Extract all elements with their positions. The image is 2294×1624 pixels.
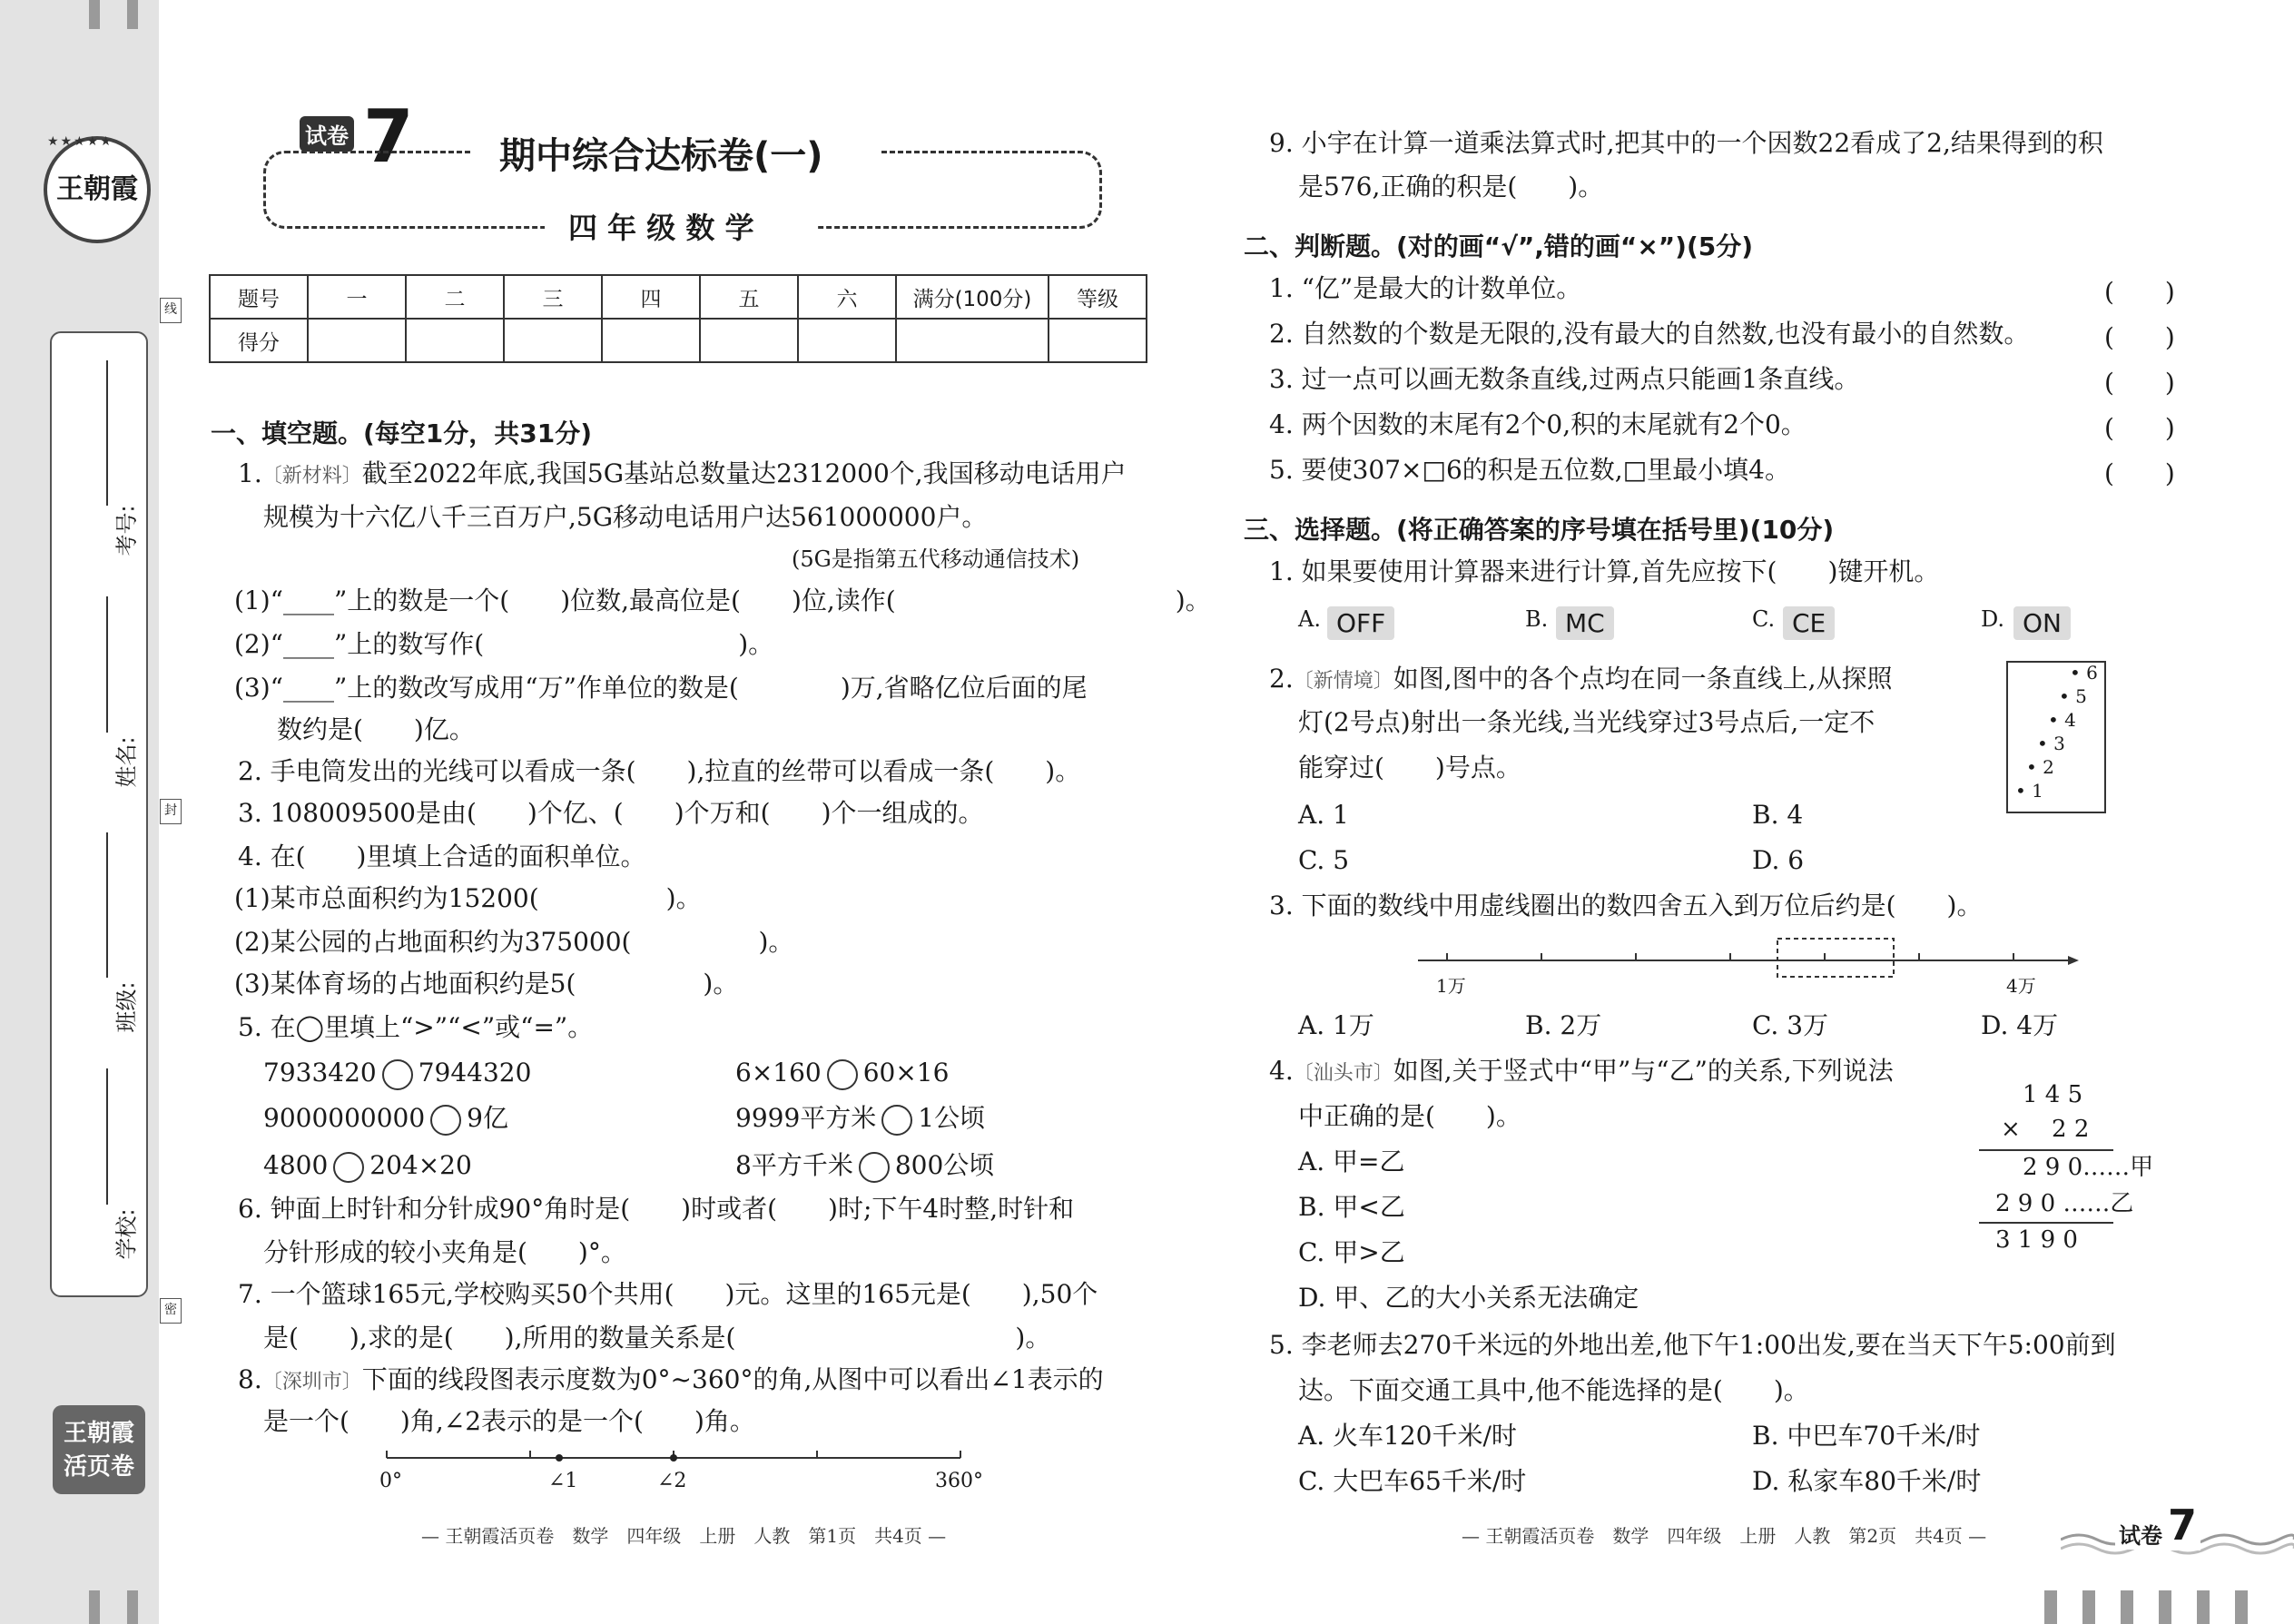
exam-number-line[interactable] xyxy=(106,360,108,506)
angle1-point xyxy=(556,1454,563,1462)
q1-3a: (3)“____”上的数改写成用“万”作单位的数是( )万,省略亿位后面的尾 xyxy=(234,673,1088,703)
diagram-label-360: 360° xyxy=(935,1470,983,1492)
q4-1: (1)某市总面积约为15200( )。 xyxy=(234,883,702,913)
q6a: 6. 钟面上时针和分针成90°角时是( )时或者( )时;下午4时整,时针和 xyxy=(238,1194,1075,1224)
score-table xyxy=(209,274,1147,363)
score-cell[interactable] xyxy=(798,319,896,362)
q6b: 分针形成的较小夹角是( )°。 xyxy=(263,1237,626,1267)
class-label: 班级: xyxy=(113,981,140,1033)
dashed-highlight-box xyxy=(1777,939,1894,977)
diagram-label-0: 0° xyxy=(379,1470,402,1492)
q1-1: (1)“____”上的数是一个( )位数,最高位是( )位,读作( )。 xyxy=(234,586,1211,615)
q8a-line: 8.〔深圳市〕下面的线段图表示度数为0°~360°的角,从图中可以看出∠1表示的 xyxy=(238,1364,1104,1394)
judge-5: 5. 要使307×□6的积是五位数,□里最小填4。 xyxy=(1269,455,1790,485)
judge-3: 3. 过一点可以画无数条直线,过两点只能画1条直线。 xyxy=(1269,364,1860,394)
seal-secret: 密 xyxy=(160,1298,182,1324)
judge-answer-2[interactable]: ( ) xyxy=(2104,322,2175,352)
score-cell[interactable] xyxy=(504,319,602,362)
vert-row-2: × 2 2 xyxy=(2001,1116,2090,1143)
mc-button-label: MC xyxy=(1556,606,1614,640)
compare-circle[interactable] xyxy=(859,1152,890,1183)
point-3: • 3 xyxy=(2037,733,2065,754)
score-cell[interactable] xyxy=(406,319,504,362)
number-line-label-1w: 1万 xyxy=(1436,975,1466,997)
ce-button-label: CE xyxy=(1783,606,1835,640)
score-header: 满分(100分) xyxy=(896,275,1049,319)
q4: 4. 在( )里填上合适的面积单位。 xyxy=(238,842,646,871)
judge-4: 4. 两个因数的末尾有2个0,积的末尾就有2个0。 xyxy=(1269,409,1807,439)
q1-line1-text: 截至2022年底,我国5G基站总数量达2312000个,我国移动电话用户 xyxy=(361,458,1127,488)
q1-line2: 规模为十六亿八千三百万户,5G移动电话用户达561000000户。 xyxy=(263,502,988,532)
q8-tag: 〔深圳市〕 xyxy=(261,1371,362,1393)
angle2-point xyxy=(670,1454,677,1462)
bottom-brand-logo xyxy=(53,1405,145,1494)
q5-item: 9000000000 9亿 xyxy=(263,1102,508,1136)
q1-note: (5G是指第五代移动通信技术) xyxy=(792,546,1080,572)
c5a: 5. 李老师去270千米远的外地出差,他下午1:00出发,要在当天下午5:00前到 xyxy=(1269,1330,2116,1360)
compare-circle[interactable] xyxy=(430,1105,461,1136)
page-subtitle: 四 年 级 数 学 xyxy=(568,211,754,245)
judge-2: 2. 自然数的个数是无限的,没有最大的自然数,也没有最小的自然数。 xyxy=(1269,319,2030,349)
judge-answer-5[interactable]: ( ) xyxy=(2104,458,2175,488)
c4-opt-b: B. 甲<乙 xyxy=(1298,1192,1405,1222)
seal-line: 线 xyxy=(160,298,182,323)
score-row-label: 得分 xyxy=(210,319,308,362)
c5b: 达。下面交通工具中,他不能选择的是( )。 xyxy=(1298,1375,1809,1405)
c2-tag: 〔新情境〕 xyxy=(1293,670,1393,693)
number-line xyxy=(1413,935,2084,980)
class-line[interactable] xyxy=(106,832,108,978)
c3-opt-c: C. 3万 xyxy=(1752,1010,1829,1040)
c3-opt-d: D. 4万 xyxy=(1981,1010,2059,1040)
point-1: • 1 xyxy=(2015,780,2043,802)
bottom-bar xyxy=(2159,1590,2171,1624)
judge-answer-3[interactable]: ( ) xyxy=(2104,368,2175,398)
diagram-label-angle1: ∠1 xyxy=(548,1470,578,1492)
c4a-text: 如图,关于竖式中“甲”与“乙”的关系,下列说法 xyxy=(1393,1056,1894,1086)
q5-item: 4800 204×20 xyxy=(263,1149,472,1183)
c3-opt-b: B. 2万 xyxy=(1525,1010,1602,1040)
score-table-header-row xyxy=(210,275,1147,319)
c5-opt-a: A. 火车120千米/时 xyxy=(1298,1421,1517,1451)
compare-circle[interactable] xyxy=(827,1059,858,1090)
score-header: 五 xyxy=(700,275,798,319)
q1-2: (2)“____”上的数写作( )。 xyxy=(234,629,774,659)
score-header: 等级 xyxy=(1049,275,1147,319)
c2c: 能穿过( )号点。 xyxy=(1298,753,1521,782)
c4b: 中正确的是( )。 xyxy=(1298,1101,1521,1131)
point-4: • 4 xyxy=(2048,709,2076,731)
c2a-line: 2.〔新情境〕如图,图中的各个点均在同一条直线上,从探照 xyxy=(1269,664,1893,694)
vert-row-4: 2 9 0 ……乙 xyxy=(1995,1190,2134,1217)
brand-logo xyxy=(44,136,151,243)
school-line[interactable] xyxy=(106,1068,108,1205)
q5-item: 7933420 7944320 xyxy=(263,1057,531,1090)
c5-opt-d: D. 私家车80千米/时 xyxy=(1752,1466,1982,1496)
name-label: 姓名: xyxy=(113,736,140,788)
q9a: 9. 小宇在计算一道乘法算式时,把其中的一个因数22看成了2,结果得到的积 xyxy=(1269,128,2103,158)
q1-line1: 1.〔新材料〕截至2022年底,我国5G基站总数量达2312000个,我国移动电话用户 xyxy=(238,458,1127,488)
name-line[interactable] xyxy=(106,596,108,733)
c2-opt-a: A. 1 xyxy=(1298,800,1349,830)
q5-item: 8平方千米 800公顷 xyxy=(735,1149,994,1183)
c1-opt-d-letter: D. xyxy=(1981,606,2005,632)
c4a-line: 4.〔汕头市〕如图,关于竖式中“甲”与“乙”的关系,下列说法 xyxy=(1269,1056,1894,1086)
bottom-bar xyxy=(2121,1590,2133,1624)
q8a-text: 下面的线段图表示度数为0°~360°的角,从图中可以看出∠1表示的 xyxy=(361,1364,1104,1394)
judge-answer-4[interactable]: ( ) xyxy=(2104,413,2175,443)
c5-opt-b: B. 中巴车70千米/时 xyxy=(1752,1421,1981,1451)
bottom-bar xyxy=(2044,1590,2057,1624)
judge-1: 1. “亿”是最大的计数单位。 xyxy=(1269,273,1582,303)
score-cell[interactable] xyxy=(1049,319,1147,362)
q5-item: 9999平方米 1公顷 xyxy=(735,1102,985,1136)
q4-3: (3)某体育场的占地面积约是5( )。 xyxy=(234,969,739,999)
exam-number: 7 xyxy=(363,94,414,179)
point-6: • 6 xyxy=(2070,662,2098,684)
school-label: 学校: xyxy=(113,1208,140,1260)
q8b: 是一个( )角,∠2表示的是一个( )角。 xyxy=(263,1406,755,1436)
exam-badge: 试卷 xyxy=(300,116,354,152)
score-header: 一 xyxy=(308,275,406,319)
off-button-label: OFF xyxy=(1327,606,1394,640)
vert-row-3: 2 9 0……甲 xyxy=(2023,1154,2154,1181)
section-judge: 二、判断题。(对的画“√”,错的画“×”)(5分) xyxy=(1244,231,1754,261)
c1-opt-b-letter: B. xyxy=(1525,606,1549,632)
page-title: 期中综合达标卷(一) xyxy=(499,135,823,177)
bottom-bar xyxy=(2235,1590,2248,1624)
q1-3b: 数约是( )亿。 xyxy=(277,714,475,744)
score-cell[interactable] xyxy=(896,319,1049,362)
bottom-bar xyxy=(2197,1590,2210,1624)
c3: 3. 下面的数线中用虚线圈出的数四舍五入到万位后约是( )。 xyxy=(1269,891,1983,920)
c4-opt-d: D. 甲、乙的大小关系无法确定 xyxy=(1298,1283,1639,1313)
left-footer: — 王朝霞活页卷 数学 四年级 上册 人教 第1页 共4页 — xyxy=(421,1525,947,1547)
score-header: 题号 xyxy=(210,275,308,319)
compare-circle[interactable] xyxy=(382,1059,413,1090)
c1-opt-a-letter: A. xyxy=(1298,606,1321,632)
brand-logo-text: 王朝霞 xyxy=(56,173,138,205)
bottom-bar xyxy=(2082,1590,2095,1624)
point-5: • 5 xyxy=(2059,685,2087,707)
bottom-logo-line2: 活页卷 xyxy=(63,1453,134,1481)
logo-stars: ★★★★★ xyxy=(47,134,113,149)
q5: 5. 在◯里填上“>”“<”或“=”。 xyxy=(238,1012,594,1042)
number-line-label-4w: 4万 xyxy=(2006,975,2036,997)
judge-answer-1[interactable]: ( ) xyxy=(2104,277,2175,307)
c3-opt-a: A. 1万 xyxy=(1298,1010,1374,1040)
c2b: 灯(2号点)射出一条光线,当光线穿过3号点后,一定不 xyxy=(1298,707,1876,737)
section-choice: 三、选择题。(将正确答案的序号填在括号里)(10分) xyxy=(1244,515,1835,545)
score-cell[interactable] xyxy=(602,319,700,362)
compare-circle[interactable] xyxy=(333,1152,364,1183)
score-cell[interactable] xyxy=(308,319,406,362)
exam-number-label: 考号: xyxy=(113,505,140,556)
vert-row-1: 1 4 5 xyxy=(2023,1081,2083,1108)
section-fill-in: 一、填空题。(每空1分，共31分) xyxy=(211,418,593,448)
c4-opt-c: C. 甲>乙 xyxy=(1298,1237,1405,1267)
student-info-stub xyxy=(50,331,148,1297)
point-2: • 2 xyxy=(2026,756,2054,778)
seal-seal: 封 xyxy=(160,799,182,824)
c2-opt-b: B. 4 xyxy=(1752,800,1804,830)
score-header: 六 xyxy=(798,275,896,319)
vert-row-5: 3 1 9 0 xyxy=(1995,1226,2078,1254)
q1-tag: 〔新材料〕 xyxy=(261,465,362,487)
c1-opt-c-letter: C. xyxy=(1752,606,1776,632)
on-button-label: ON xyxy=(2013,606,2071,640)
score-cell[interactable] xyxy=(700,319,798,362)
score-header: 三 xyxy=(504,275,602,319)
score-table-row xyxy=(210,319,1147,362)
diagram-label-angle2: ∠2 xyxy=(657,1470,687,1492)
q5-item: 6×160 60×16 xyxy=(735,1057,949,1090)
q3: 3. 108009500是由( )个亿、( )个万和( )个一组成的。 xyxy=(238,798,984,828)
score-header: 四 xyxy=(602,275,700,319)
q7b: 是( ),求的是( ),所用的数量关系是( )。 xyxy=(263,1323,1051,1353)
c2-opt-d: D. 6 xyxy=(1752,845,1805,875)
corner-badge: 试卷 xyxy=(2115,1518,2166,1550)
q4-2: (2)某公园的占地面积约为375000( )。 xyxy=(234,927,794,957)
q9b: 是576,正确的积是( )。 xyxy=(1298,172,1604,202)
c4-opt-a: A. 甲=乙 xyxy=(1298,1147,1405,1176)
c5-opt-c: C. 大巴车65千米/时 xyxy=(1298,1466,1527,1496)
c4-tag: 〔汕头市〕 xyxy=(1293,1062,1393,1085)
corner-number: 7 xyxy=(2164,1500,2200,1550)
bottom-logo-line1: 王朝霞 xyxy=(63,1420,134,1447)
score-header: 二 xyxy=(406,275,504,319)
right-footer: — 王朝霞活页卷 数学 四年级 上册 人教 第2页 共4页 — xyxy=(1462,1525,1987,1547)
c2a-text: 如图,图中的各个点均在同一条直线上,从探照 xyxy=(1393,664,1893,694)
q7a: 7. 一个篮球165元,学校购买50个共用( )元。这里的165元是( ),50个 xyxy=(238,1279,1098,1309)
c2-opt-c: C. 5 xyxy=(1298,845,1350,875)
q2: 2. 手电筒发出的光线可以看成一条( ),拉直的丝带可以看成一条( )。 xyxy=(238,756,1081,786)
c1: 1. 如果要使用计算器来进行计算,首先应按下( )键开机。 xyxy=(1269,556,1940,586)
compare-circle[interactable] xyxy=(881,1105,912,1136)
